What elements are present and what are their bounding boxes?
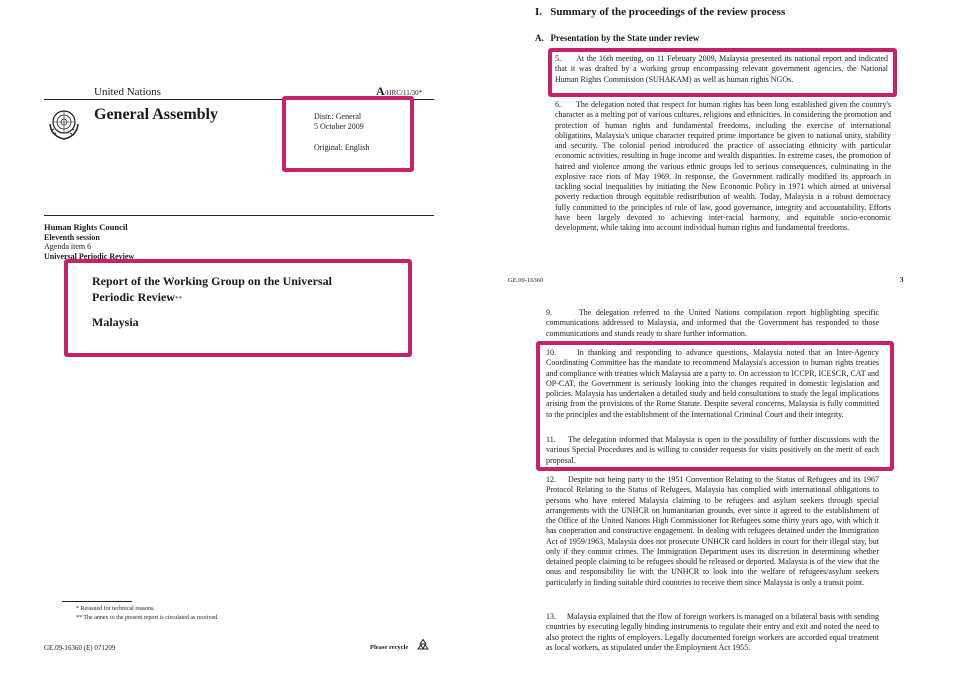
footnote-reissued: * Reissued for technical reasons. <box>76 606 155 612</box>
paragraph-12: 12. Despite not being party to the 1951 Convention Relating to the Status of Refugees and its 1967 Protocol Relating to the Status of Refugees, Malaysia has complied with international obligations to persons who have entered Malaysia claiming to be refugees and asylum seekers through special arrangements with the UNHCR on humanitarian grounds, ever since it agreed to the establishment of the Office of the United Nations High Commissioner for Refugees some thirty years ago, with which it has cooperation and constructive engagement. In dealing with refugees detained under the Immigration Act of 1959/1963, Malaysia does not prosecute UNHCR card holders in court for their illegal stay, but only if they commit crimes. The Immigration Department uses its discretion in determining whether detained people claiming to be refugees should be released or deported. Malaysia is of the view that the onus and responsibility lie with the UNHCR to look into the welfare of refugees/asylum seekers particularly in finding suitable third countries to receive them since Malaysia is only a transit point. <box>546 475 881 587</box>
org-name: United Nations <box>94 86 161 98</box>
session-label: Eleventh session <box>44 232 100 242</box>
distr-label: Distr.: General <box>314 112 362 121</box>
footnote-annex: ** The annex to the present report is circulated as received. <box>76 615 219 621</box>
left-footer-code: GE.09-16360 (E) 071209 <box>44 644 116 652</box>
paragraph-5: 5. At the 16th meeting, on 11 February 2009, Malaysia presented its national report and indicated that it was drafted by a working group encompassing relevant government agencies, the National Human Rights Commission (SUHAKAM) as well as human rights NGOs. <box>555 54 890 84</box>
country-name: Malaysia <box>92 315 139 329</box>
agenda-item: Agenda item 6 <box>44 242 92 251</box>
paragraph-11: 11. The delegation informed that Malaysia is open to the possibility of further discussions with the various Special Procedures and is willing to consider requests for visits positively on the merit of each proposal. <box>546 435 881 465</box>
issue-date: 5 October 2009 <box>314 122 364 132</box>
footer-code-top: GE.09-16360 <box>508 277 544 284</box>
recycle-icon <box>416 638 430 652</box>
council-name: Human Rights Council <box>44 222 128 232</box>
paragraph-6: 6. The delegation noted that respect for human rights has been long established given the country's character as a melting pot of various cultures, religions and ethnicities. In considering the promotion and protection of human rights and fundamental freedoms, including the exercise of international obligations, Malaysia's unique character required prime importance be given to national unity, stability and security. The colonial period introduced the practice of associating ethnicity with particular economic activities, resulting in huge income and wealth disparities. In extreme cases, the promotion of hatred and violence among the various ethnic groups led to serious consequences, culminating in the explosive race riots of May 1969. In response, the Government radically modified its approach in tackling social inequalities by initiating the New Economic Policy in 1971 which aimed at universal poverty reduction through equitable redistribution of wealth. Today, Malaysia is a robust democracy fully committed to the principles of rule of law, good governance, integrity and accountability. Efforts have been largely devoted to achieving inter-racial harmony, and equitable socio-economic development, while taking into account individual human rights and fundamental freedoms. <box>555 100 893 232</box>
symbol-rest: /HRC/11/30* <box>384 89 423 97</box>
highlight-report-title <box>64 259 412 357</box>
council-block <box>44 223 134 261</box>
paragraph-9: 9. The delegation referred to the United Nations compilation report highlighting specific communications addressed to Malaysia, and informed that the Government has responded to those communications and stands ready to share further information. <box>546 308 881 338</box>
paragraph-10: 10. In thanking and responding to advance questions, Malaysia noted that an Inter-Agency Coordinating Committee has the mandate to recommend Malaysia's accession to human rights treaties and compliance with treaties which Malaysia are a party to. On accession to ICCPR, ICESCR, CAT and OP-CAT, the Government is seriously looking into the changes required in domestic legislation and policies. Malaysia has undertaken a detailed study and held consultations to study the legal implications arising from the provisions of the Rome Statute. Despite several concerns, Malaysia is fully committed to the principles and the establishment of the International Criminal Court and their integrity. <box>546 348 881 419</box>
section-subheading: A. Presentation by the State under review <box>535 33 700 43</box>
symbol-letter: A <box>376 84 385 98</box>
highlight-paragraphs-10-11 <box>536 341 894 471</box>
page-number: 3 <box>900 276 904 284</box>
un-emblem-icon <box>46 106 82 142</box>
footnotes <box>76 605 219 623</box>
section-heading: I. Summary of the proceedings of the review process <box>535 6 786 18</box>
agenda-title-partial: Universal Periodic Review <box>44 251 135 261</box>
body-title: General Assembly <box>94 106 218 123</box>
report-title-line1: Report of the Working Group on the Universal <box>92 274 332 288</box>
recycle-text: Please recycle <box>370 644 409 651</box>
paragraph-13: 13. Malaysia explained that the flow of foreign workers is managed on a bilateral basis with sending countries by executing legally binding instruments to regulate their entry and exit and noted the need to also protect the rights of employers. Legally documented foreign workers are accorded equal treatment as local workers, as stipulated under the Employment Act 1955. <box>546 612 881 652</box>
report-title-line2-text: Periodic Review <box>92 290 175 304</box>
report-title-marks: ** <box>174 295 182 303</box>
original-language: Original: English <box>314 142 370 152</box>
highlight-distr <box>282 96 414 172</box>
right-top-page <box>495 0 925 292</box>
highlight-paragraph-5 <box>548 48 897 97</box>
